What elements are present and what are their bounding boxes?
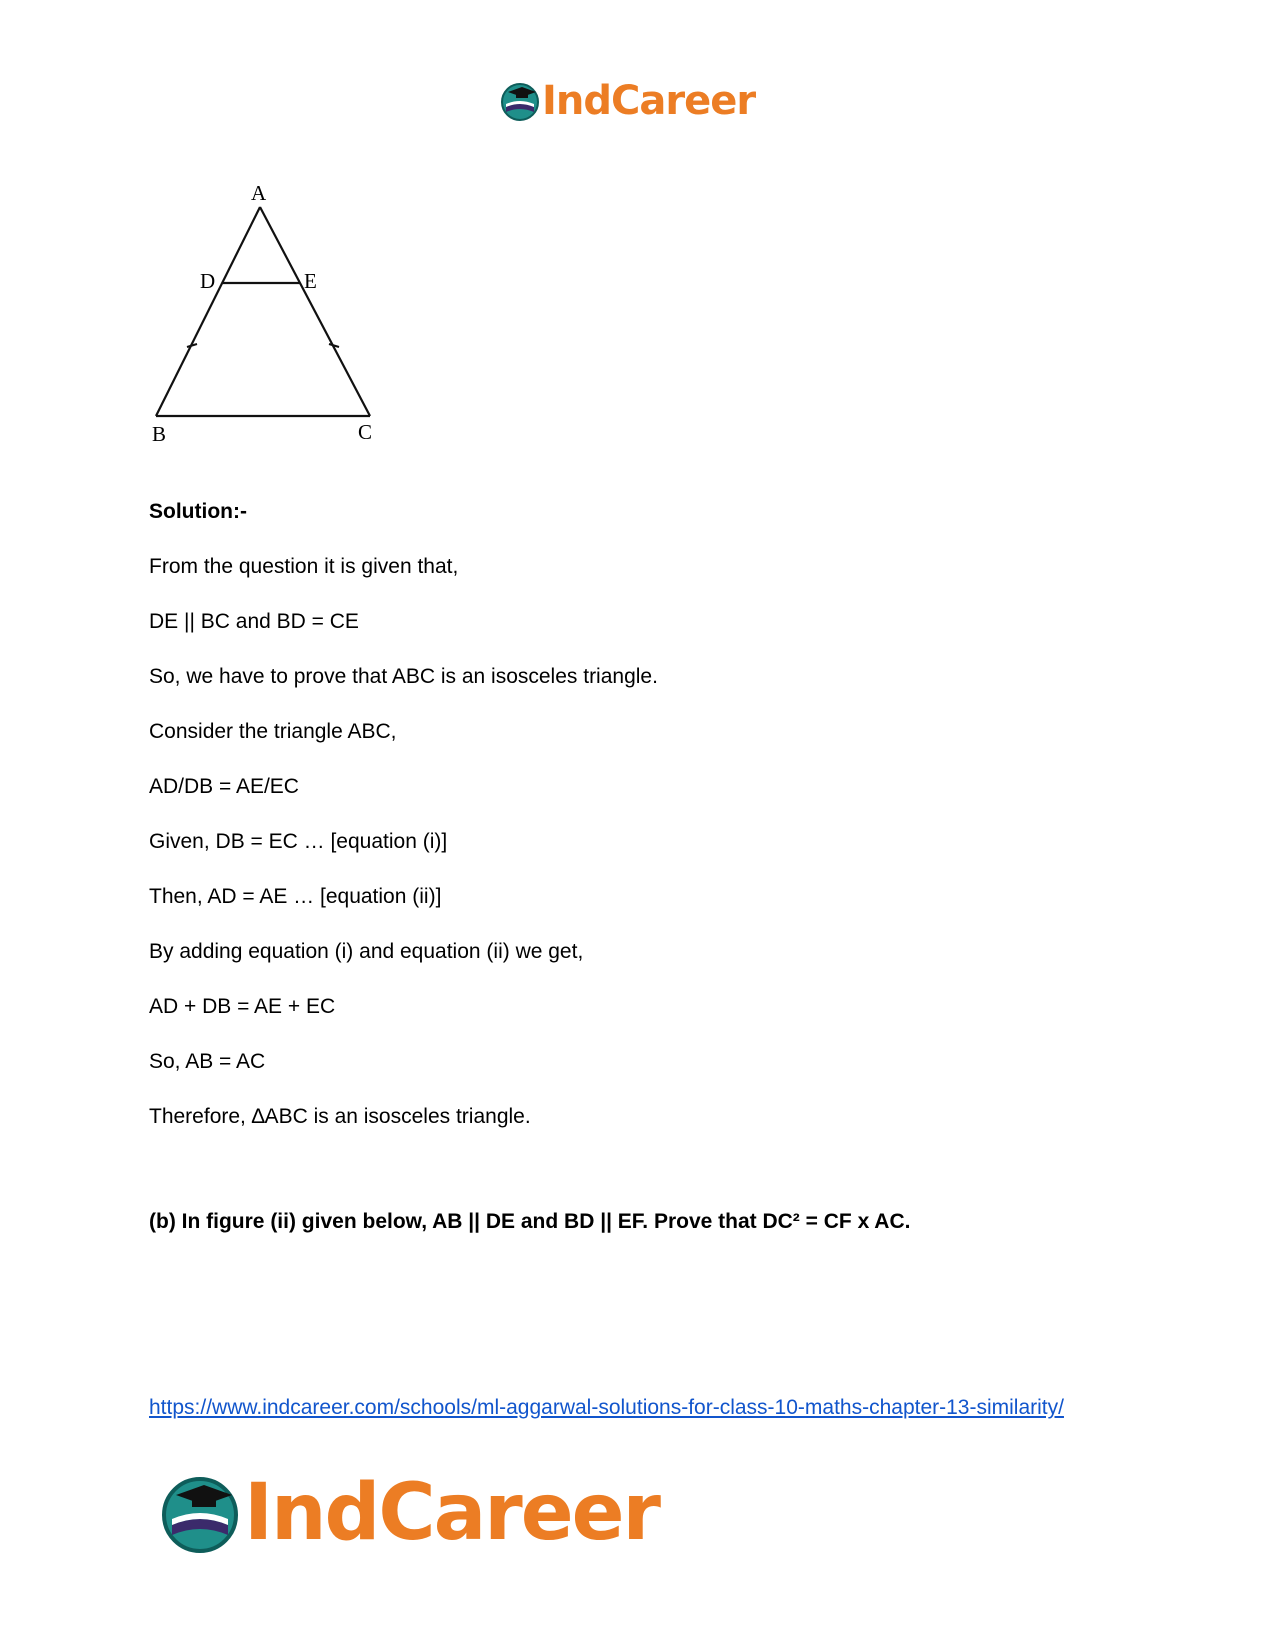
side-ac	[260, 207, 370, 416]
logo-wordmark: IndCareer	[244, 1468, 659, 1558]
solution-section	[149, 500, 1149, 1160]
globe-book-icon	[160, 1473, 240, 1553]
header-logo	[500, 78, 755, 124]
triangle-figure	[150, 180, 410, 470]
solution-line: So, AB = AC	[149, 1050, 266, 1073]
logo-wordmark: IndCareer	[542, 78, 756, 124]
globe-book-icon	[500, 81, 540, 121]
label-a: A	[251, 181, 267, 205]
solution-line: So, we have to prove that ABC is an isosceles triangle.	[149, 665, 658, 688]
footer-url-link[interactable]: https://www.indcareer.com/schools/ml-aggarwal-solutions-for-class-10-maths-chapter-13-similarity/	[149, 1396, 1064, 1419]
label-d: D	[200, 269, 216, 293]
question-b: (b) In figure (ii) given below, AB || DE and BD || EF. Prove that DC² = CF x AC.	[149, 1210, 911, 1233]
solution-line: Consider the triangle ABC,	[149, 720, 397, 743]
solution-line: By adding equation (i) and equation (ii) we get,	[149, 940, 584, 963]
solution-heading: Solution:-	[149, 500, 247, 523]
solution-line: AD/DB = AE/EC	[149, 775, 299, 798]
side-ab	[156, 207, 260, 416]
solution-line: AD + DB = AE + EC	[149, 995, 336, 1018]
solution-line: DE || BC and BD = CE	[149, 610, 359, 633]
label-c: C	[358, 420, 373, 444]
label-e: E	[304, 269, 317, 293]
solution-line: Given, DB = EC … [equation (i)]	[149, 830, 448, 853]
solution-line: Then, AD = AE … [equation (ii)]	[149, 885, 442, 908]
solution-line: From the question it is given that,	[149, 555, 459, 578]
label-b: B	[152, 422, 167, 446]
solution-line: Therefore, ∆ABC is an isosceles triangle.	[149, 1105, 531, 1128]
footer-logo	[160, 1468, 659, 1558]
